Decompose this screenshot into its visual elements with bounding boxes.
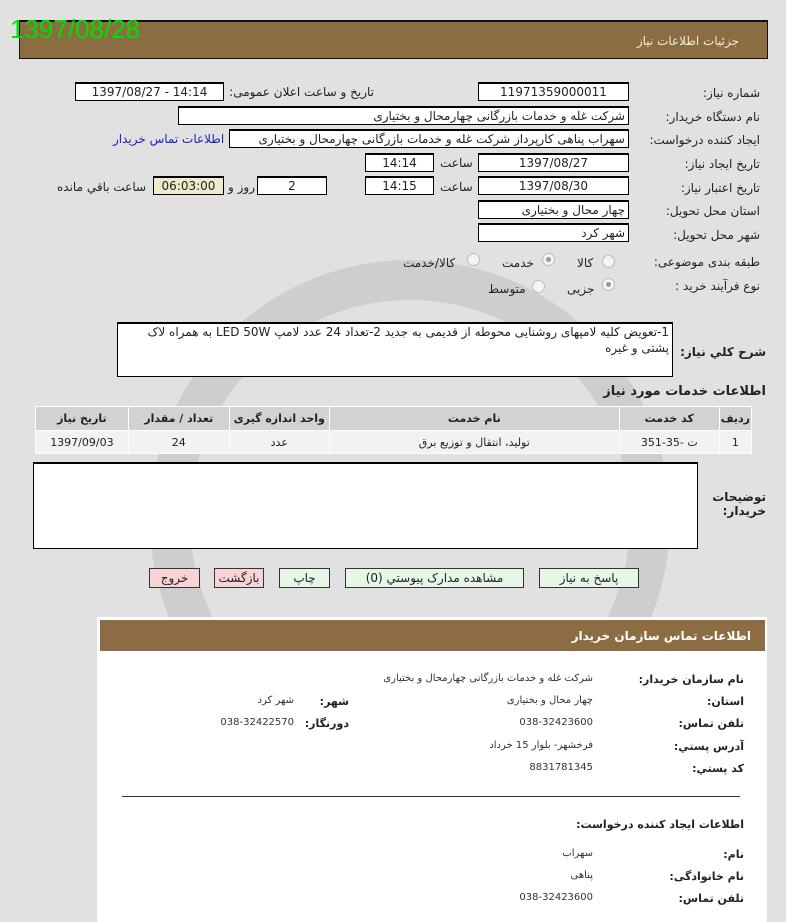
org-label: نام سازمان خریدار: — [638, 673, 744, 686]
buyer-contact-link[interactable]: اطلاعات تماس خریدار — [113, 132, 225, 146]
remaining-time-field: 06:03:00 — [153, 176, 224, 195]
col-name: نام خدمت — [329, 407, 619, 431]
family-value: پناهی — [570, 870, 593, 881]
divider — [122, 796, 740, 797]
need-number-field[interactable]: 11971359000011 — [478, 82, 629, 101]
province-label: استان محل تحویل: — [665, 204, 760, 218]
table-row — [36, 431, 752, 454]
buyer-org-label: نام دستگاه خریدار: — [665, 110, 760, 124]
col-code: کد خدمت — [619, 407, 719, 431]
cell-code: ت -35-351 — [619, 431, 719, 454]
name-label: نام: — [723, 848, 744, 861]
address-label: آدرس پستي: — [673, 740, 744, 753]
city-value: شهر کرد — [257, 695, 294, 706]
description-label: شرح كلي نياز: — [680, 345, 766, 359]
buyer-notes-field[interactable] — [33, 462, 698, 549]
time-label: ساعت — [440, 180, 473, 194]
announce-label: تاریخ و ساعت اعلان عمومی: — [229, 85, 374, 99]
name-value: سهراب — [562, 848, 593, 859]
cell-unit: عدد — [229, 431, 329, 454]
cell-date: 1397/09/03 — [36, 431, 129, 454]
city-label: شهر: — [319, 695, 349, 708]
days-field[interactable]: 2 — [257, 176, 327, 195]
radio-goods-service[interactable] — [467, 253, 480, 266]
buyer-org-field[interactable]: شرکت غله و خدمات بازرگانی چهارمحال و بختیاری — [178, 106, 629, 125]
fax-label: دورنگار: — [304, 717, 349, 730]
creator-section-title: اطلاعات ایجاد کننده درخواست: — [576, 818, 744, 831]
cell-qty: 24 — [128, 431, 229, 454]
city-label: شهر محل تحویل: — [673, 228, 760, 242]
page-title: جزئیات اطلاعات نیاز — [636, 34, 739, 48]
need-number-label: شماره نیاز: — [703, 86, 760, 100]
valid-date-field[interactable]: 1397/08/30 — [478, 176, 629, 195]
contact-panel-title: اطلاعات تماس سازمان خریدار — [571, 629, 751, 643]
valid-date-label: تاریخ اعتبار نیاز: — [680, 181, 760, 195]
buyer-contact-panel — [97, 617, 767, 922]
category-label: طبقه بندی موضوعی: — [653, 255, 760, 269]
print-button[interactable]: چاپ — [279, 568, 330, 588]
time-label: ساعت — [440, 156, 473, 170]
postal-value: 8831781345 — [529, 762, 593, 773]
services-title: اطلاعات خدمات مورد نیاز — [603, 384, 766, 399]
radio-medium[interactable] — [532, 280, 545, 293]
radio-service[interactable] — [542, 253, 555, 266]
col-row: ردیف — [719, 407, 751, 431]
family-label: نام خانوادگی: — [669, 870, 744, 883]
announce-field[interactable]: 1397/08/27 - 14:14 — [75, 82, 224, 101]
phone-value: 038-32423600 — [519, 717, 593, 728]
created-date-field[interactable]: 1397/08/27 — [478, 153, 629, 172]
table-header-row — [36, 407, 752, 431]
valid-time-field[interactable]: 14:15 — [365, 176, 434, 195]
province-value: چهار محال و بختیاری — [506, 695, 593, 706]
radio-goods-service-label: کالا/خدمت — [403, 256, 456, 270]
view-documents-button[interactable]: مشاهده مدارک پیوستي (0) — [345, 568, 524, 588]
radio-minor[interactable] — [602, 278, 615, 291]
postal-label: کد پستي: — [692, 762, 744, 775]
phone-label: تلفن تماس: — [678, 717, 744, 730]
back-button[interactable]: بازگشت — [214, 568, 264, 588]
creator-label: ایجاد کننده درخواست: — [649, 133, 760, 147]
col-unit: واحد اندازه گیری — [229, 407, 329, 431]
col-qty: تعداد / مقدار — [128, 407, 229, 431]
creator-phone-label: تلفن تماس: — [678, 892, 744, 905]
description-field[interactable]: 1-تعویض کلیه لامپهای روشنایی محوطه از قدیمی به جدید 2-تعداد 24 عدد لامپ LED 50W به همراه لاک پشتی و غیره — [117, 322, 673, 377]
contact-panel-header — [100, 620, 765, 651]
created-date-label: تاریخ ایجاد نیاز: — [684, 157, 760, 171]
radio-minor-label: جزیی — [567, 282, 595, 296]
city-field[interactable]: شهر کرد — [478, 223, 629, 242]
creator-field[interactable]: سهراب پناهی کارپرداز شرکت غله و خدمات بازرگانی چهارمحال و بختیاری — [229, 129, 629, 148]
reply-button[interactable]: پاسخ به نیاز — [539, 568, 639, 588]
province-label: استان: — [707, 695, 744, 708]
radio-goods[interactable] — [602, 255, 615, 268]
radio-service-label: خدمت — [502, 256, 534, 270]
process-label: نوع فرآیند خرید : — [675, 279, 760, 293]
date-stamp: 1397/08/28 — [10, 14, 141, 44]
remaining-label: ساعت باقي مانده — [57, 180, 147, 194]
radio-goods-label: کالا — [577, 256, 594, 270]
cell-name: تولید، انتقال و توزیع برق — [329, 431, 619, 454]
services-table — [35, 406, 752, 454]
col-date: تاریخ نیاز — [36, 407, 129, 431]
created-time-field[interactable]: 14:14 — [365, 153, 434, 172]
org-value: شرکت غله و خدمات بازرگانی چهارمحال و بختیاری — [383, 673, 593, 684]
days-label: روز و — [228, 180, 255, 194]
cell-row: 1 — [719, 431, 751, 454]
fax-value: 038-32422570 — [220, 717, 294, 728]
exit-button[interactable]: خروج — [149, 568, 200, 588]
province-field[interactable]: چهار محال و بختیاری — [478, 200, 629, 219]
notes-label: توضیحات خریدار: — [712, 490, 766, 518]
creator-phone-value: 038-32423600 — [519, 892, 593, 903]
address-value: فرخشهر- بلوار 15 خرداد — [489, 740, 593, 751]
radio-medium-label: متوسط — [488, 282, 526, 296]
